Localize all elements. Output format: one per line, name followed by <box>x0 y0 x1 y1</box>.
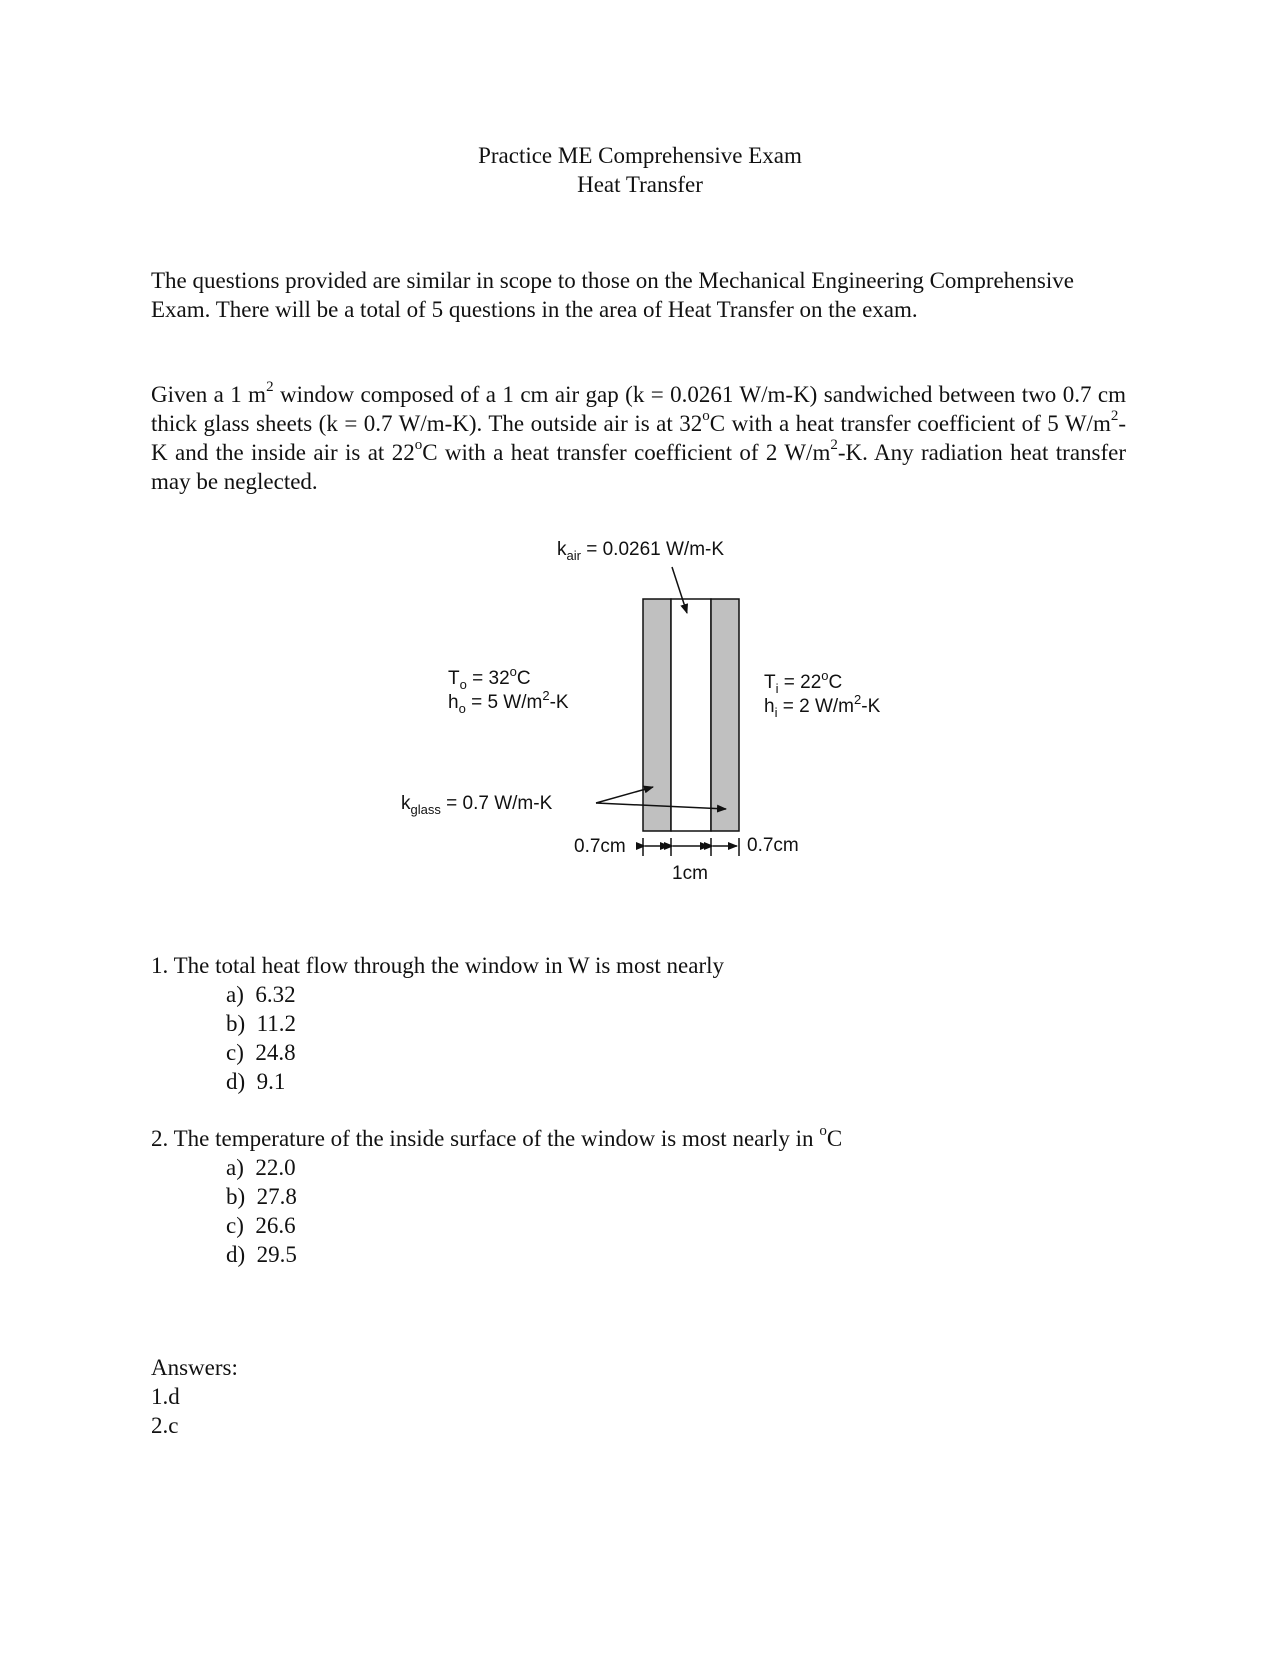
answer-2: 2.c <box>151 1413 179 1438</box>
page-subtitle: Heat Transfer <box>577 172 703 197</box>
page-title: Practice ME Comprehensive Exam <box>478 143 802 168</box>
intro-paragraph: The questions provided are similar in scope to those on the Mechanical Engineering Comprehensive Exam. There will be a total of 5 questions in the area of Heat Transfer on the exam. <box>151 268 1074 322</box>
question-2-option-a: a) 22.0 <box>226 1155 296 1180</box>
kair-label: $k_{air} = 0.0261$ W/m-K <box>557 539 725 563</box>
question-2-option-d: d) 29.5 <box>226 1242 297 1267</box>
question-2-option-c: c) 26.6 <box>226 1213 296 1238</box>
dimension-left-label: 0.7cm <box>574 836 626 857</box>
inside-temperature-label: $T_i = 22^oC$ <box>764 667 843 696</box>
inside-htc-label: $h_i = 2$ $W/m^2-K$ <box>764 691 881 720</box>
problem-statement: Given a 1 $m^2$ window composed of a 1 cm air gap (k = 0.0261 W/m-K) sandwiched between two 0.7 cm thick glass sheets (k = 0.7 W/m-K). The outside air is at 32$^o$C with a heat transfer coefficient of 5 $W/m^2-K$ and the inside air is at 22$^o$C with a heat transfer coefficient of 2 $W/m^2-K$. Any radiation heat transfer may be neglected. <box>151 379 1126 494</box>
outside-temperature-label: $T_o = 32^oC$ <box>448 663 531 692</box>
question-1-option-a: a) 6.32 <box>226 982 296 1007</box>
kglass-label: $k_{glass} = 0.7$ W/m-K <box>401 793 553 817</box>
inner-glass-sheet <box>711 599 739 831</box>
outside-htc-label: $h_o = 5$ $W/m^2-K$ <box>448 687 569 716</box>
dimension-right-label: 0.7cm <box>747 835 799 856</box>
question-1-option-b: b) 11.2 <box>226 1011 297 1036</box>
question-2: 2. The temperature of the inside surface of the window is most nearly in $^o$C <box>151 1123 843 1151</box>
question-1: 1. The total heat flow through the window in W is most nearly <box>151 953 725 978</box>
air-gap <box>671 599 711 831</box>
dimension-center-label: 1cm <box>672 863 708 884</box>
question-2-option-b: b) 27.8 <box>226 1184 297 1209</box>
question-1-option-d: d) 9.1 <box>226 1069 286 1094</box>
question-1-option-c: c) 24.8 <box>226 1040 296 1065</box>
outer-glass-sheet <box>643 599 671 831</box>
answers-heading: Answers: <box>151 1355 238 1380</box>
answer-1: 1.d <box>151 1384 180 1409</box>
